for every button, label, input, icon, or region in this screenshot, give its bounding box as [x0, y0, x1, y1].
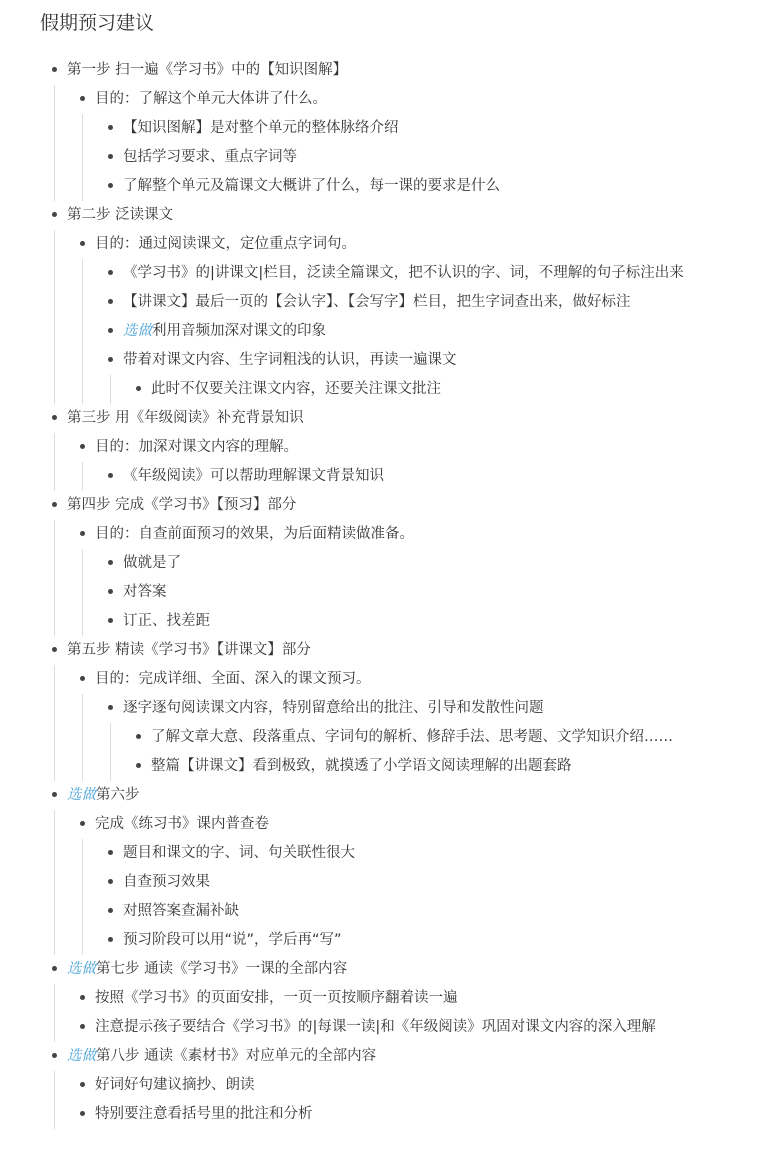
outline-item-text: 整篇【讲课文】看到极致，就摸透了小学语文阅读理解的出题套路 [151, 758, 572, 774]
outline-item-level-0 [52, 781, 140, 810]
bullet-icon [52, 792, 57, 797]
indent-guide [82, 259, 83, 404]
outline-item-text: 目的：通过阅读课文，定位重点字词句。 [95, 236, 356, 252]
bullet-icon [108, 589, 113, 594]
bullet-icon [108, 270, 113, 275]
bullet-icon [52, 415, 57, 420]
optional-tag: 选做 [123, 323, 152, 339]
bullet-icon [108, 879, 113, 884]
outline-item-text: 【讲课文】最后一页的【会认字】、【会写字】栏目，把生字词查出来，做好标注 [123, 294, 631, 310]
bullet-icon [80, 1111, 85, 1116]
bullet-icon [108, 618, 113, 623]
indent-guide [110, 723, 111, 781]
bullet-icon [80, 821, 85, 826]
bullet-icon [52, 966, 57, 971]
outline-item-level-3 [136, 723, 673, 752]
outline-item-text: 第六步 [96, 787, 140, 803]
outline-item-text: 此时不仅要关注课文内容，还要关注课文批注 [151, 381, 441, 397]
indent-guide [82, 114, 83, 201]
bullet-icon [136, 386, 141, 391]
optional-tag: 选做 [67, 961, 96, 977]
bullet-icon [108, 299, 113, 304]
bullet-icon [108, 154, 113, 159]
outline-item-level-2 [108, 897, 239, 926]
outline-item-text: 特别要注意看括号里的批注和分析 [95, 1106, 313, 1122]
outline-item-level-1 [80, 85, 327, 114]
outline-item-text: 目的：了解这个单元大体讲了什么。 [95, 91, 327, 107]
outline-item-text: 第四步 完成《学习书》【预习】部分 [67, 497, 297, 513]
bullet-icon [80, 444, 85, 449]
bullet-icon [80, 1082, 85, 1087]
bullet-icon [136, 734, 141, 739]
outline-item-text: 逐字逐句阅读课文内容，特别留意给出的批注、引导和发散性问题 [123, 700, 544, 716]
outline-item-level-0 [52, 636, 311, 665]
outline-item-text: 第一步 扫一遍《学习书》中的【知识图解】 [67, 62, 348, 78]
outline-item-text: 第三步 用《年级阅读》补充背景知识 [67, 410, 304, 426]
outline-item-level-2 [108, 839, 355, 868]
bullet-icon [52, 67, 57, 72]
bullet-icon [108, 473, 113, 478]
outline-item-level-1 [80, 810, 269, 839]
outline-item-level-0 [52, 404, 304, 433]
outline-item-text: 第八步 通读《素材书》对应单元的全部内容 [96, 1048, 377, 1064]
outline-item-level-2 [108, 462, 384, 491]
outline-item-level-2 [108, 346, 457, 375]
bullet-icon [108, 328, 113, 333]
outline-item-text: 第五步 精读《学习书》【讲课文】部分 [67, 642, 311, 658]
outline-item-level-2 [108, 549, 181, 578]
bullet-icon [108, 125, 113, 130]
outline-item-level-2 [108, 694, 544, 723]
outline-item-text: 利用音频加深对课文的印象 [152, 323, 326, 339]
indent-guide [54, 665, 55, 781]
outline-item-level-1 [80, 520, 414, 549]
indent-guide [54, 520, 55, 636]
bullet-icon [108, 560, 113, 565]
optional-tag: 选做 [67, 1048, 96, 1064]
outline-item-text: 《学习书》的|讲课文|栏目，泛读全篇课文，把不认识的字、词，不理解的句子标注出来 [123, 265, 684, 281]
outline-item-level-3 [136, 752, 572, 781]
outline-item-level-0 [52, 201, 173, 230]
bullet-icon [52, 212, 57, 217]
outline-item-text: 了解整个单元及篇课文大概讲了什么，每一课的要求是什么 [123, 178, 500, 194]
outline-item-level-2 [108, 143, 297, 172]
outline-item-level-2 [108, 259, 684, 288]
outline-item-text: 订正、找差距 [123, 613, 210, 629]
bullet-icon [108, 357, 113, 362]
bullet-icon [52, 647, 57, 652]
outline-item-text: 注意提示孩子要结合《学习书》的|每课一读|和《年级阅读》巩固对课文内容的深入理解 [95, 1019, 656, 1035]
bullet-icon [52, 502, 57, 507]
outline-item-level-0 [52, 1042, 376, 1071]
outline-item-text: 包括学习要求、重点字词等 [123, 149, 297, 165]
outline-item-text: 做就是了 [123, 555, 181, 571]
bullet-icon [136, 763, 141, 768]
outline-item-text: 按照《学习书》的页面安排，一页一页按顺序翻着读一遍 [95, 990, 458, 1006]
outline-item-level-3 [136, 375, 441, 404]
page-title: 假期预习建议 [40, 12, 155, 34]
outline-item-text: 了解文章大意、段落重点、字词句的解析、修辞手法、思考题、文学知识介绍…… [151, 729, 673, 745]
outline-item-level-1 [80, 665, 371, 694]
outline-item-text: 预习阶段可以用“说”，学后再“写” [123, 932, 342, 948]
outline-item-level-1 [80, 1013, 656, 1042]
outline-item-text: 对答案 [123, 584, 167, 600]
indent-guide [54, 85, 55, 201]
outline-item-level-2 [108, 578, 167, 607]
bullet-icon [80, 995, 85, 1000]
outline-item-text: 目的：加深对课文内容的理解。 [95, 439, 298, 455]
outline-item-level-2 [108, 288, 631, 317]
outline-item-level-1 [80, 230, 356, 259]
outline-item-level-2 [108, 114, 399, 143]
outline-item-text: 【知识图解】是对整个单元的整体脉络介绍 [123, 120, 399, 136]
outline-item-level-1 [80, 433, 298, 462]
indent-guide [110, 375, 111, 404]
outline-item-level-1 [80, 1071, 255, 1100]
outline-item-level-1 [80, 1100, 313, 1129]
outline-item-level-2 [108, 172, 500, 201]
bullet-icon [80, 96, 85, 101]
indent-guide [54, 1071, 55, 1129]
outline-item-level-2 [108, 926, 342, 955]
outline-item-text: 对照答案查漏补缺 [123, 903, 239, 919]
outline-item-text: 第二步 泛读课文 [67, 207, 174, 223]
outline-item-level-2 [108, 868, 210, 897]
outline-item-text: 目的：完成详细、全面、深入的课文预习。 [95, 671, 371, 687]
outline-item-level-1 [80, 984, 458, 1013]
bullet-icon [108, 183, 113, 188]
bullet-icon [80, 676, 85, 681]
outline-item-level-2 [108, 607, 210, 636]
outline-item-text: 题目和课文的字、词、句关联性很大 [123, 845, 355, 861]
outline-item-level-0 [52, 491, 296, 520]
bullet-icon [108, 850, 113, 855]
outline-item-text: 好词好句建议摘抄、朗读 [95, 1077, 255, 1093]
indent-guide [54, 810, 55, 955]
indent-guide [54, 984, 55, 1042]
outline-item-level-0 [52, 56, 347, 85]
outline-item-text: 带着对课文内容、生字词粗浅的认识，再读一遍课文 [123, 352, 457, 368]
bullet-icon [52, 1053, 57, 1058]
bullet-icon [80, 531, 85, 536]
bullet-icon [108, 705, 113, 710]
bullet-icon [108, 937, 113, 942]
outline-item-level-2 [108, 317, 326, 346]
optional-tag: 选做 [67, 787, 96, 803]
indent-guide [82, 694, 83, 781]
indent-guide [54, 230, 55, 404]
outline-item-text: 《年级阅读》可以帮助理解课文背景知识 [123, 468, 384, 484]
bullet-icon [80, 241, 85, 246]
outline-item-level-0 [52, 955, 347, 984]
outline-item-text: 目的：自查前面预习的效果，为后面精读做准备。 [95, 526, 414, 542]
indent-guide [82, 549, 83, 636]
bullet-icon [108, 908, 113, 913]
bullet-icon [80, 1024, 85, 1029]
indent-guide [82, 839, 83, 955]
outline-item-text: 完成《练习书》课内普查卷 [95, 816, 269, 832]
indent-guide [82, 462, 83, 491]
outline-item-text: 自查预习效果 [123, 874, 210, 890]
outline-item-text: 第七步 通读《学习书》一课的全部内容 [96, 961, 348, 977]
indent-guide [54, 433, 55, 491]
